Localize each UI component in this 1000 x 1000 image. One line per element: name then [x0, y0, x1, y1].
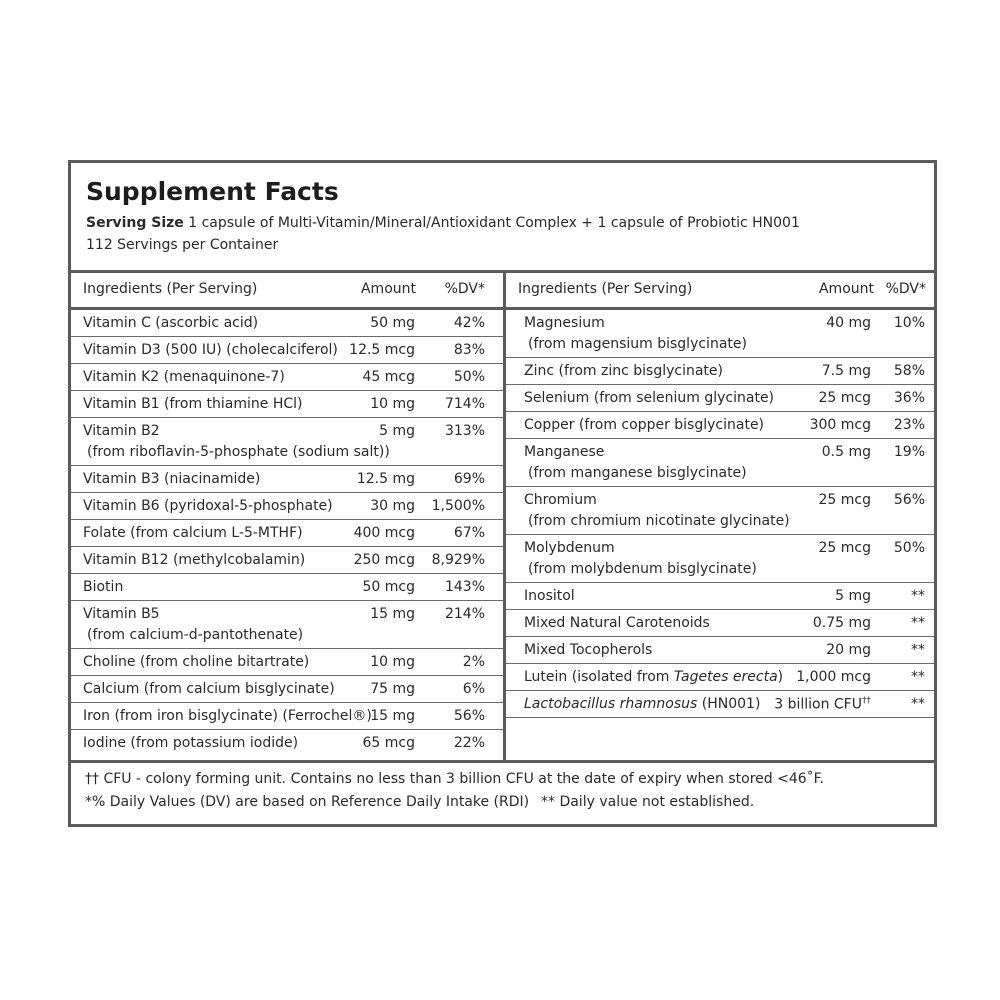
ingredient-daily-value: 42%: [453, 315, 485, 331]
ingredient-amount: 400 mcg: [353, 525, 415, 541]
ingredient-name: Molybdenum: [524, 540, 615, 556]
ingredient-amount: 50 mcg: [362, 579, 415, 595]
ingredient-row: [506, 439, 934, 487]
ingredient-row: [71, 418, 503, 466]
ingredient-daily-value: 714%: [444, 396, 485, 412]
servings-per-container: 112 Servings per Container: [86, 237, 279, 253]
ingredient-name: Vitamin B5: [83, 606, 160, 622]
ingredient-name: Zinc (from zinc bisglycinate): [524, 363, 723, 379]
ingredient-name: [524, 669, 783, 685]
ingredient-row: [71, 703, 503, 730]
ingredient-daily-value: 56%: [893, 492, 925, 508]
ingredient-amount: 25 mcg: [818, 540, 871, 556]
ingredient-daily-value: **: [911, 588, 925, 604]
ingredient-name: Magnesium: [524, 315, 605, 331]
footnotes: [71, 760, 934, 824]
ingredient-row: [506, 535, 934, 583]
ingredient-daily-value: **: [911, 696, 925, 712]
ingredient-daily-value: 19%: [893, 444, 925, 460]
ingredient-amount: 75 mg: [370, 681, 415, 697]
ingredient-name: Iodine (from potassium iodide): [83, 735, 299, 751]
ingredient-amount: 25 mcg: [818, 492, 871, 508]
ingredient-name: Vitamin C (ascorbic acid): [83, 315, 259, 331]
ingredient-daily-value: **: [911, 642, 925, 658]
ingredient-amount: 300 mcg: [809, 417, 871, 433]
footnote-not-established: ** Daily value not established.: [541, 794, 755, 810]
ingredient-row: [71, 310, 503, 337]
ingredient-amount: 7.5 mg: [821, 363, 871, 379]
ingredient-amount-value: 3 billion CFU: [774, 696, 862, 713]
ingredient-daily-value: 214%: [444, 606, 485, 622]
cfu-footnote-marker: ††: [862, 696, 871, 706]
ingredient-name: Vitamin B12 (methylcobalamin): [83, 552, 306, 568]
ingredient-daily-value: 22%: [453, 735, 485, 751]
ingredient-daily-value: 1,500%: [431, 498, 485, 514]
ingredient-daily-value: 313%: [444, 423, 485, 439]
ingredient-daily-value: 2%: [462, 654, 485, 670]
ingredient-name: Inositol: [524, 588, 575, 604]
ingredient-name: Selenium (from selenium glycinate): [524, 390, 775, 406]
ingredient-row: [506, 358, 934, 385]
ingredient-source: (from chromium nicotinate glycinate): [528, 513, 790, 529]
ingredient-amount: 45 mcg: [362, 369, 415, 385]
ingredient-source: (from riboflavin-5-phosphate (sodium salt)): [87, 444, 390, 460]
ingredient-daily-value: 50%: [453, 369, 485, 385]
ingredient-name-part: Lutein (isolated from: [524, 669, 674, 685]
ingredient-daily-value: 36%: [893, 390, 925, 406]
ingredient-row: [506, 691, 934, 718]
ingredient-daily-value: 10%: [893, 315, 925, 331]
ingredient-amount: 5 mg: [379, 423, 415, 439]
ingredients-column-right: [506, 273, 934, 760]
ingredient-daily-value: 69%: [453, 471, 485, 487]
serving-size-value: 1 capsule of Multi-Vitamin/Mineral/Antioxidant Complex + 1 capsule of Probiotic HN001: [183, 215, 800, 231]
supplement-facts-panel: [68, 160, 937, 827]
ingredient-source: (from calcium-d-pantothenate): [87, 627, 304, 643]
ingredient-daily-value: 8,929%: [431, 552, 485, 568]
ingredient-amount: 20 mg: [826, 642, 871, 658]
ingredient-daily-value: 50%: [893, 540, 925, 556]
ingredient-amount: 0.5 mg: [821, 444, 871, 460]
ingredient-amount: 15 mg: [370, 708, 415, 724]
ingredient-amount: [774, 696, 871, 713]
page-title: Supplement Facts: [86, 177, 339, 206]
ingredient-row: [71, 493, 503, 520]
serving-size-label: Serving Size: [86, 215, 184, 231]
ingredient-row: [71, 466, 503, 493]
facts-header: [71, 163, 934, 273]
ingredient-amount: 12.5 mcg: [349, 342, 415, 358]
header-dv: %DV*: [885, 281, 926, 297]
ingredient-source: (from magensium bisglycinate): [528, 336, 747, 352]
ingredient-name: Vitamin D3 (500 IU) (cholecalciferol): [83, 342, 338, 358]
ingredient-daily-value: **: [911, 615, 925, 631]
ingredient-row: [71, 391, 503, 418]
header-ingredients: Ingredients (Per Serving): [518, 281, 693, 297]
ingredient-row: [71, 676, 503, 703]
ingredient-daily-value: 58%: [893, 363, 925, 379]
ingredient-row: [71, 547, 503, 574]
ingredient-amount: 50 mg: [370, 315, 415, 331]
ingredient-species-name: Lactobacillus rhamnosus: [524, 696, 698, 712]
ingredient-amount: 40 mg: [826, 315, 871, 331]
ingredient-name: Mixed Tocopherols: [524, 642, 653, 658]
ingredient-amount: 12.5 mg: [356, 471, 415, 487]
ingredient-name: Calcium (from calcium bisglycinate): [83, 681, 335, 697]
ingredient-name: Manganese: [524, 444, 605, 460]
ingredient-daily-value: **: [911, 669, 925, 685]
ingredient-name: Copper (from copper bisglycinate): [524, 417, 765, 433]
ingredient-name: Chromium: [524, 492, 597, 508]
ingredient-name-part: (HN001): [697, 696, 761, 712]
ingredient-row: [71, 364, 503, 391]
ingredient-row: [506, 664, 934, 691]
ingredient-name: Iron (from iron bisglycinate) (Ferrochel®): [83, 708, 372, 724]
header-amount: Amount: [360, 281, 416, 297]
ingredient-amount: 0.75 mg: [812, 615, 871, 631]
ingredient-row: [506, 310, 934, 358]
footnote-cfu: †† CFU - colony forming unit. Contains no less than 3 billion CFU at the date of expiry when stored <46˚F.: [85, 771, 824, 787]
ingredient-amount: 65 mcg: [362, 735, 415, 751]
ingredient-name: Biotin: [83, 579, 124, 595]
ingredient-name: Vitamin K2 (menaquinone-7): [83, 369, 285, 385]
ingredient-row: [506, 583, 934, 610]
ingredient-row: [71, 601, 503, 649]
ingredient-name: Choline (from choline bitartrate): [83, 654, 310, 670]
ingredient-name: Vitamin B6 (pyridoxal-5-phosphate): [83, 498, 333, 514]
ingredient-daily-value: 67%: [453, 525, 485, 541]
ingredient-name: Folate (from calcium L-5-MTHF): [83, 525, 303, 541]
ingredient-row: [506, 487, 934, 535]
ingredient-name-part: ): [777, 669, 784, 685]
header-amount: Amount: [818, 281, 874, 297]
ingredient-amount: 5 mg: [835, 588, 871, 604]
ingredient-source: (from manganese bisglycinate): [528, 465, 747, 481]
ingredient-amount: 10 mg: [370, 396, 415, 412]
ingredient-daily-value: 23%: [893, 417, 925, 433]
column-header: [506, 273, 934, 310]
ingredient-source: (from molybdenum bisglycinate): [528, 561, 757, 577]
ingredient-name: Vitamin B1 (from thiamine HCl): [83, 396, 303, 412]
ingredient-row: [71, 574, 503, 601]
ingredient-row: [506, 637, 934, 664]
footnote-daily-values: *% Daily Values (DV) are based on Reference Daily Intake (RDI): [85, 794, 530, 810]
ingredient-row: [71, 649, 503, 676]
ingredients-column-left: [71, 273, 506, 760]
ingredient-name: Vitamin B3 (niacinamide): [83, 471, 261, 487]
header-dv: %DV*: [444, 281, 485, 297]
ingredient-daily-value: 83%: [453, 342, 485, 358]
ingredient-row: [506, 610, 934, 637]
ingredient-row: [71, 730, 503, 756]
serving-size: [86, 215, 800, 231]
ingredient-amount: 25 mcg: [818, 390, 871, 406]
ingredient-amount: 1,000 mcg: [796, 669, 871, 685]
ingredient-row: [506, 412, 934, 439]
ingredient-amount: 30 mg: [370, 498, 415, 514]
ingredient-name: Vitamin B2: [83, 423, 160, 439]
ingredient-daily-value: 143%: [444, 579, 485, 595]
ingredient-species-name: Tagetes erecta: [673, 669, 778, 685]
ingredient-row: [71, 520, 503, 547]
ingredient-daily-value: 56%: [453, 708, 485, 724]
ingredient-amount: 10 mg: [370, 654, 415, 670]
ingredient-daily-value: 6%: [462, 681, 485, 697]
ingredient-row: [506, 385, 934, 412]
ingredient-name: Mixed Natural Carotenoids: [524, 615, 710, 631]
ingredient-amount: 15 mg: [370, 606, 415, 622]
ingredient-name: [524, 696, 760, 712]
ingredient-amount: 250 mcg: [353, 552, 415, 568]
ingredient-row: [71, 337, 503, 364]
header-ingredients: Ingredients (Per Serving): [83, 281, 258, 297]
column-header: [71, 273, 503, 310]
